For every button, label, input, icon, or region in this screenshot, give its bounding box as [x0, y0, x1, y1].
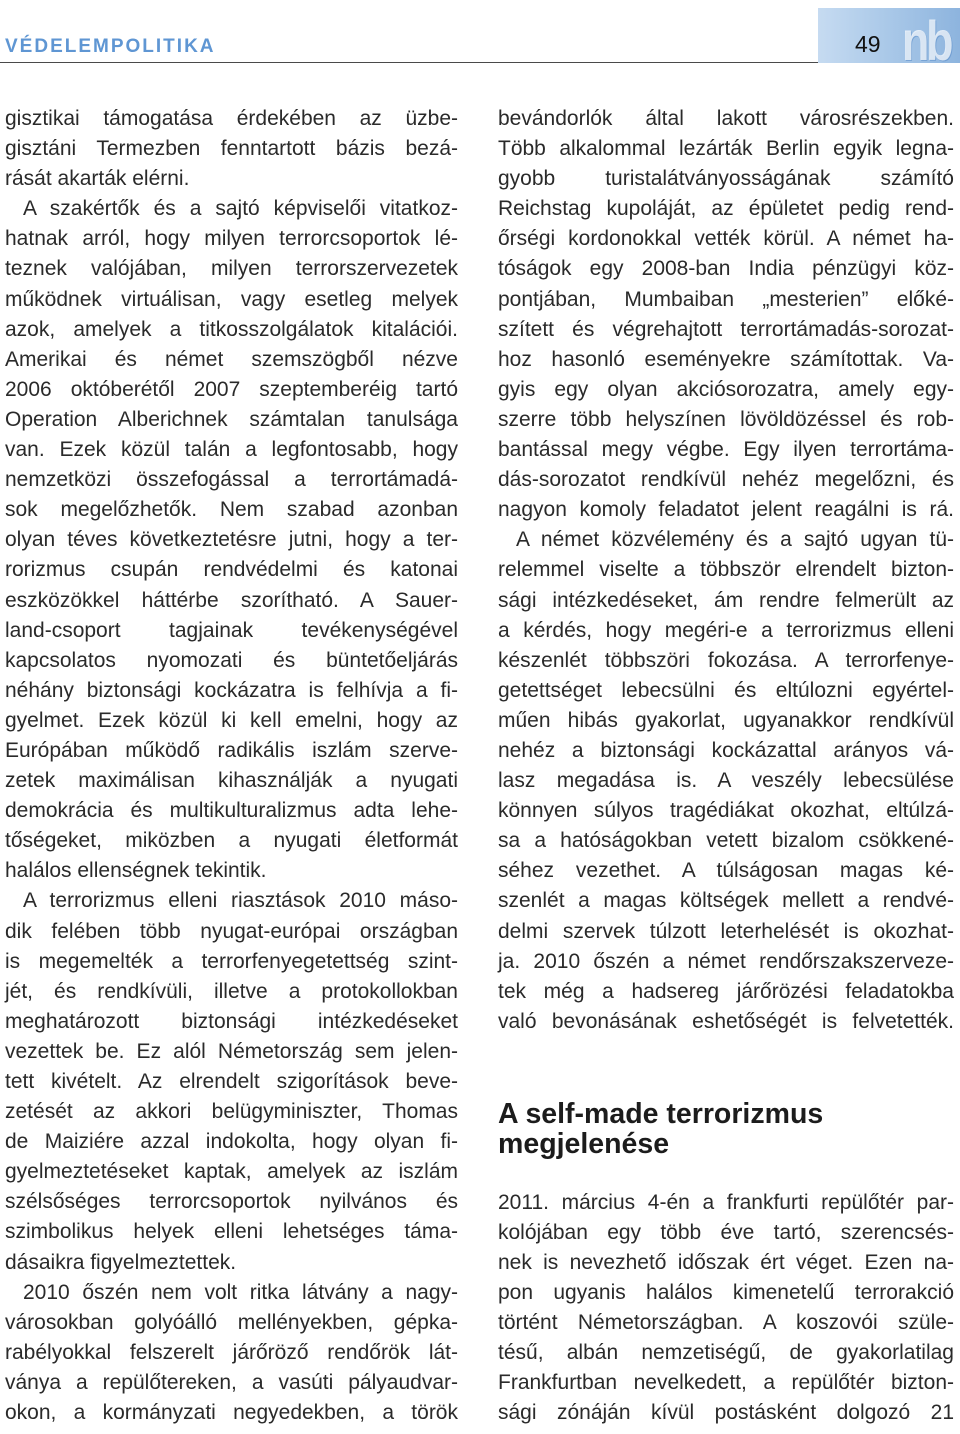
text-line: tek még a hadsereg járőrözési feladatokba: [498, 979, 954, 1003]
text-line: gyelmet. Ezek közül ki kell emelni, hogy az: [5, 708, 458, 732]
text-line: olyan téves következtetésre jutni, hogy a ter-: [5, 528, 458, 552]
text-line: de Maiziére azzal indokolta, hogy olyan fi-: [5, 1130, 458, 1154]
text-line: szimbolikus helyek elleni lehetséges táma-: [5, 1220, 458, 1244]
text-line: néhány biztonsági kockázatra is felhívja a fi-: [5, 678, 458, 702]
text-line: szenlét a magas költségek mellett a rendvé-: [498, 889, 954, 913]
section-title: VÉDELEMPOLITIKA: [5, 36, 216, 57]
text-line: gisztikai támogatása érdekében az üzbe-: [5, 107, 458, 130]
text-line: okon, a kormányzati negyedekben, a török: [5, 1401, 458, 1425]
text-line: rorizmus csupán rendvédelmi és katonai: [5, 558, 458, 582]
text-line: sági intézkedéseket, ám rendre felmerült az: [498, 588, 954, 612]
right-column: [498, 104, 954, 1037]
paragraph: [5, 886, 458, 1277]
text-line: szerre több helyszínen lövöldözéssel és rob-: [498, 407, 954, 431]
text-line: tésű, albán nemzetiségű, de gyakorlatilag: [498, 1341, 954, 1365]
text-line: dás-sorozatot rendkívül nehéz megelőzni, és: [498, 468, 954, 492]
text-line: nek is nevezhető időszak ért véget. Ezen na-: [498, 1250, 954, 1274]
text-line: 2006 októberétől 2007 szeptemberéig tartó: [5, 377, 458, 401]
text-line: getettséget lebecsülni és eltúlozni egyértel-: [498, 678, 954, 702]
text-line: A német közvélemény és a sajtó ugyan tü-: [516, 528, 954, 552]
text-line: Amerikai és német szemszögből nézve: [5, 347, 458, 371]
text-line: zetését az akkori belügyminiszter, Thomas: [5, 1100, 458, 1124]
text-line: delmi szervek túlzott leterhelését is okozhat-: [498, 919, 954, 943]
text-line: nemzetközi összefogással a terrortámadá-: [5, 468, 458, 492]
text-line: 2010 őszén nem volt ritka látvány a nagy-: [23, 1280, 458, 1304]
text-line: bevándorlók által lakott városrészekben.: [498, 107, 954, 130]
paragraph: [5, 194, 458, 886]
text-line: Több alkalommal lezárták Berlin egyik legna-: [498, 137, 954, 161]
text-line: gyobb turistalátványosságának számító: [498, 167, 954, 191]
section-heading: [498, 1099, 954, 1159]
text-line: teznek valójában, milyen terrorszervezetek: [5, 257, 458, 281]
text-line: relemmel viselte a többször elrendelt bizton-: [498, 558, 954, 582]
text-line: sok megelőzhetők. Nem szabad azonban: [5, 498, 458, 522]
text-line: ványa a repülőtereken, a vasúti pályaudvar-: [5, 1370, 458, 1394]
text-line: gisztáni Termezben fenntartott bázis bezá-: [5, 137, 458, 161]
text-line: is megemelték a terrorfenyegetettség szint-: [5, 949, 458, 973]
text-line: meghatározott biztonsági intézkedéseket: [5, 1009, 458, 1033]
text-line: városokban golyóálló mellényekben, gépka-: [5, 1310, 458, 1334]
text-line: tőségeket, miközben a nyugati életformát: [5, 829, 458, 853]
publication-logo: nb: [902, 9, 951, 63]
paragraph: [498, 1188, 954, 1429]
text-line: Európában működő radikális iszlám szerve-: [5, 738, 458, 762]
text-line: készenlét többszöri fokozása. A terrorfenye-: [498, 648, 954, 672]
paragraph: [498, 525, 954, 1037]
text-line: A terrorizmus elleni riasztások 2010 máso-: [23, 889, 458, 913]
text-line: kolójában egy több éve tartó, szerencsés-: [498, 1220, 954, 1244]
text-line: séhez vezethet. A túlságosan magas ké-: [498, 859, 954, 883]
text-line: Reichstag kupoláját, az épületet pedig rend-: [498, 197, 954, 221]
text-line: van. Ezek közül talán a legfontosabb, hogy: [5, 438, 458, 462]
text-line: rabélyokkal felszerelt járőröző rendőrök lát-: [5, 1340, 458, 1364]
text-line: szélsőséges terrorcsoportok nyilvános és: [5, 1190, 458, 1214]
right-column-section-body: [498, 1188, 954, 1429]
text-line: gyis egy olyan akciósorozatra, amely egy-: [498, 377, 954, 401]
text-line: land-csoport tagjainak tevékenységével: [5, 618, 458, 642]
text-line: nehéz a biztonsági kockázattal arányos vá-: [498, 738, 954, 762]
page-number-box: [818, 8, 960, 63]
text-line: eszközökkel háttérbe szorítható. A Sauer-: [5, 588, 458, 612]
text-line: történt Németországban. A koszovói szüle-: [498, 1310, 954, 1334]
text-line: nagyon komoly feladatot jelent reagálni is rá.: [498, 498, 954, 522]
left-column: [5, 104, 458, 1428]
text-line: könnyen súlyos tragédiákat okozhat, eltúlzá-: [498, 799, 954, 823]
text-line: a kérdés, hogy megéri-e a terrorizmus elleni: [498, 618, 954, 642]
text-line: 2011. március 4-én a frankfurti repülőtér par-: [498, 1190, 954, 1214]
paragraph: [5, 104, 458, 194]
page-number: 49: [855, 31, 881, 57]
text-line: működnek virtuálisan, vagy esetleg melyek: [5, 287, 458, 311]
text-line: hoz hasonló eseményekre számítottak. Va-: [498, 347, 954, 371]
section-heading-line: A self-made terrorizmus: [498, 1098, 824, 1130]
text-line: dásaikra figyelmeztettek.: [5, 1250, 237, 1274]
paragraph: [5, 1278, 458, 1428]
header-rule: [0, 62, 818, 63]
paragraph: [498, 104, 954, 525]
text-line: dik felében több nyugat-európai országban: [5, 919, 458, 943]
text-line: tett kivételt. Az elrendelt szigorítások beve-: [5, 1070, 458, 1093]
text-line: vezettek be. Ez alól Németország sem jelen-: [5, 1039, 458, 1063]
text-line: zetek maximálisan kihasználják a nyugati: [5, 769, 458, 793]
text-line: sági zónáján kívül postásként dolgozó 21: [498, 1401, 954, 1425]
text-line: ja. 2010 őszén a német rendőrszakszerveze-: [498, 949, 954, 973]
text-line: A szakértők és a sajtó képviselői vitatkoz-: [23, 197, 458, 221]
text-line: demokrácia és multikulturalizmus adta lehe-: [5, 799, 458, 823]
text-line: Frankfurtban nevelkedett, a repülőtér bizton-: [498, 1371, 954, 1395]
text-line: műen hibás gyakorlat, ugyanakkor rendkívül: [498, 708, 954, 732]
text-line: őrségi kordonokkal vették körül. A német ha-: [498, 227, 954, 251]
text-line: lasz megadása is. A veszély lebecsülése: [498, 769, 954, 793]
text-line: gyelmeztetéseket kaptak, amelyek az iszlám: [5, 1160, 458, 1184]
text-line: Operation Alberichnek számtalan tanulsága: [5, 407, 458, 431]
text-line: kapcsolatos nyomozati és büntetőeljárás: [5, 648, 458, 672]
text-line: tóságok egy 2008-ban India pénzügyi köz-: [498, 257, 954, 281]
text-line: hatnak arról, hogy milyen terrorcsoportok lé-: [5, 227, 458, 251]
text-line: sa a hatóságokban vetett bizalom csökkené-: [498, 829, 954, 853]
text-line: való bevonásának eshetőségét is felvetették.: [498, 1009, 954, 1033]
text-line: szített és végrehajtott terrortámadás-sorozat-: [498, 317, 954, 341]
text-line: bantással megy végbe. Egy ilyen terrortáma-: [498, 438, 954, 462]
text-line: rását akarták elérni.: [5, 167, 190, 191]
text-line: halálos ellenségnek tekintik.: [5, 859, 267, 883]
section-heading-line: megjelenése: [498, 1128, 670, 1160]
text-line: pontjában, Mumbaiban „mesterien” előké-: [498, 287, 954, 311]
text-line: azok, amelyek a titkosszolgálatok kitalációi.: [5, 317, 458, 341]
text-line: jét, és rendkívüli, illetve a protokollokban: [5, 979, 458, 1003]
text-line: pon ugyanis halálos kimenetelű terrorakció: [498, 1280, 954, 1304]
